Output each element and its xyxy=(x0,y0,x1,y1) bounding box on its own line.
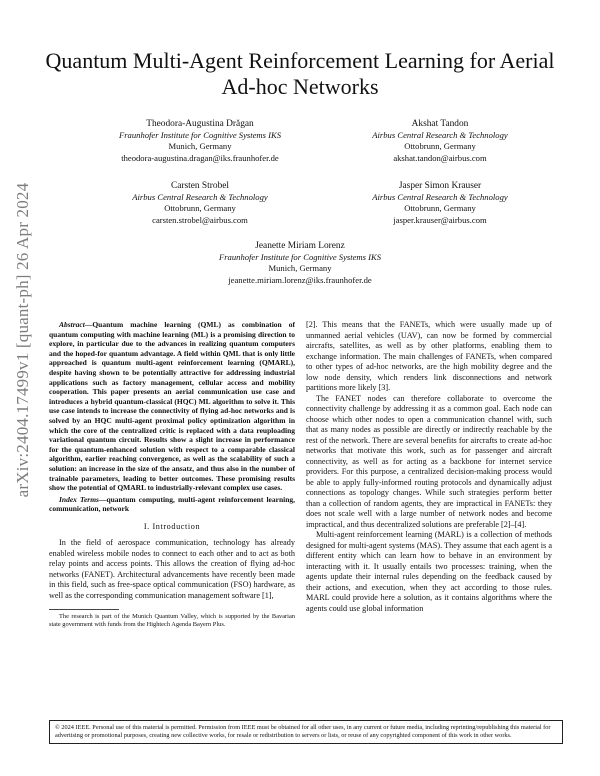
author-email[interactable]: carsten.strobel@airbus.com xyxy=(152,214,248,225)
author-email[interactable]: jeanette.miriam.lorenz@iks.fraunhofer.de xyxy=(228,274,372,285)
body-paragraph: The FANET nodes can therefore collaborate to overcome the connectivity challenge by addressing it as a common goal. Each node can choose which other nodes to open a communication channel with, such that as many nodes as possible are directly or indirectly reachable by the rest of the network. There are several benefits for aircrafts to create ad-hoc networks that motivate this work, such as for passenger and aircraft connectivity, as well as for acting as a backbone for internet service providers. For this purpose, a centralized decision-making process would be able to apply fully-informed routing protocols and dynamically adjust connections as topology changes. While such strategies perform better than a collection of random agents, they are impractical in FANETs: they does not scale well with a large number of network nodes and become impractical, and thus decentralized solutions are preferable [2]–[4]. xyxy=(306,393,552,529)
body-paragraph: [2]. This means that the FANETs, which were usually made up of unmanned aerial vehicles (UAV), can now be formed by commercial aircrafts, satellites, as well as by other platforms, enabling them to exchange information. The main challenges of FANETs, when compared to other types of ad-hoc networks, are the high mobility degree and the low node density, which renders link disconnections and network partitions more likely [3]. xyxy=(306,320,552,392)
author-name: Theodora-Augustina Drăgan xyxy=(146,119,254,129)
abstract-text: —Quantum machine learning (QML) as combination of quantum computing with machine learning (ML) is a promising direction to explore, in particular due to the advances in realizing quantum computers and the hoped-for quantum advantage. A field within QML that is only little approached is quantum multi-agent reinforcement learning (QMARL), despite having shown to be potentially attractive for addressing industrial applications such as factory management, cellular access and mobility cooperation. This paper presents an aerial communication use case and introduces a hybrid quantum-classical (HQC) ML algorithm to solve it. This use case intends to increase the connectivity of flying ad-hoc networks and is solved by an HQC multi-agent proximal policy optimization algorithm in which the core of the centralized critic is replaced with a data reuploading variational quantum circuit. Results show a slight increase in performance for the quantum-enhanced solution with respect to a comparable classical algorithm, earlier reaching convergence, as well as the scalability of such a solution: an increase in the size of the ansatz, and thus also in the number of trainable parameters, leading to better outcomes. These promising results show the potential of QMARL to industrially-relevant complex use cases. xyxy=(49,320,295,493)
author-block xyxy=(325,181,555,226)
author-affiliation: Fraunhofer Institute for Cognitive Systems IKS xyxy=(118,130,282,141)
author-location: Ottobrunn, Germany xyxy=(404,203,476,214)
author-name: Jasper Simon Krauser xyxy=(398,181,482,191)
abstract-label: Abstract xyxy=(59,320,85,329)
section-heading: I. Introduction xyxy=(143,521,201,531)
arxiv-stamp-text: arXiv:2404.17499v1 [quant-ph] 26 Apr 2024 xyxy=(13,182,32,498)
author-location: Munich, Germany xyxy=(268,263,332,274)
author-name: Akshat Tandon xyxy=(411,119,469,129)
left-column xyxy=(49,320,295,629)
copyright-notice: © 2024 IEEE. Personal use of this material is permitted. Permission from IEEE must be obtained for all other uses, in any current or future media, including reprinting/republishing this material for advertising or promotional purposes, creating new collective works, for resale or redistribution to servers or lists, or reuse of any copyrighted component of this work in other works. xyxy=(49,720,563,744)
index-terms-label: Index Terms xyxy=(59,494,99,504)
author-email[interactable]: theodora-augustina.dragan@iks.fraunhofer.de xyxy=(121,152,279,163)
author-block xyxy=(85,181,315,226)
author-email[interactable]: jasper.krauser@airbus.com xyxy=(393,214,487,225)
body-paragraph: Multi-agent reinforcement learning (MARL) is a collection of methods designed for multi-agent systems (MAS). They assume that each agent is a different entity which can learn how to behave in an environment by interacting with it. It usually entails two processes: training, when the agents update their internal rules depending on the feedback caused by their actions, and execution, when they act according to those rules. MARL could provide here a solution, as it contains algorithms where the agents could use global information xyxy=(306,530,552,613)
footnote-rule xyxy=(49,609,119,610)
abstract xyxy=(49,320,295,493)
author-affiliation: Airbus Central Research & Technology xyxy=(372,130,508,141)
author-email[interactable]: akshat.tandon@airbus.com xyxy=(393,152,487,163)
arxiv-stamp xyxy=(13,182,32,498)
footnote: The research is part of the Munich Quantum Valley, which is supported by the Bavarian state government with funds from the Hightech Agenda Bayern Plus. xyxy=(49,613,295,629)
intro-paragraph: In the field of aerospace communication, technology has already enabled wireless mobile nodes to connect to each other and to act as both relay points and access points. This allows the creation of flying ad-hoc networks (FANET). Architectural advancements have recently been made in this field, such as free-space optical communication (FSO) hardware, as well as the corresponding communication management software [1], xyxy=(49,538,295,600)
author-affiliation: Airbus Central Research & Technology xyxy=(372,192,508,203)
paper-title: Quantum Multi-Agent Reinforcement Learning for Aerial Ad-hoc Networks xyxy=(45,48,555,99)
author-name: Carsten Strobel xyxy=(170,181,230,191)
author-block xyxy=(85,119,315,164)
right-column xyxy=(306,320,552,614)
author-block xyxy=(185,241,415,286)
author-affiliation: Fraunhofer Institute for Cognitive Systems IKS xyxy=(218,252,382,263)
index-terms xyxy=(49,495,295,514)
author-location: Ottobrunn, Germany xyxy=(164,203,236,214)
index-terms-text: —quantum computing, multi-agent reinforcement learning, communication, network xyxy=(49,494,296,514)
author-name: Jeanette Miriam Lorenz xyxy=(255,241,345,251)
author-block xyxy=(325,119,555,164)
author-location: Ottobrunn, Germany xyxy=(404,141,476,152)
author-location: Munich, Germany xyxy=(168,141,232,152)
author-affiliation: Airbus Central Research & Technology xyxy=(132,192,268,203)
